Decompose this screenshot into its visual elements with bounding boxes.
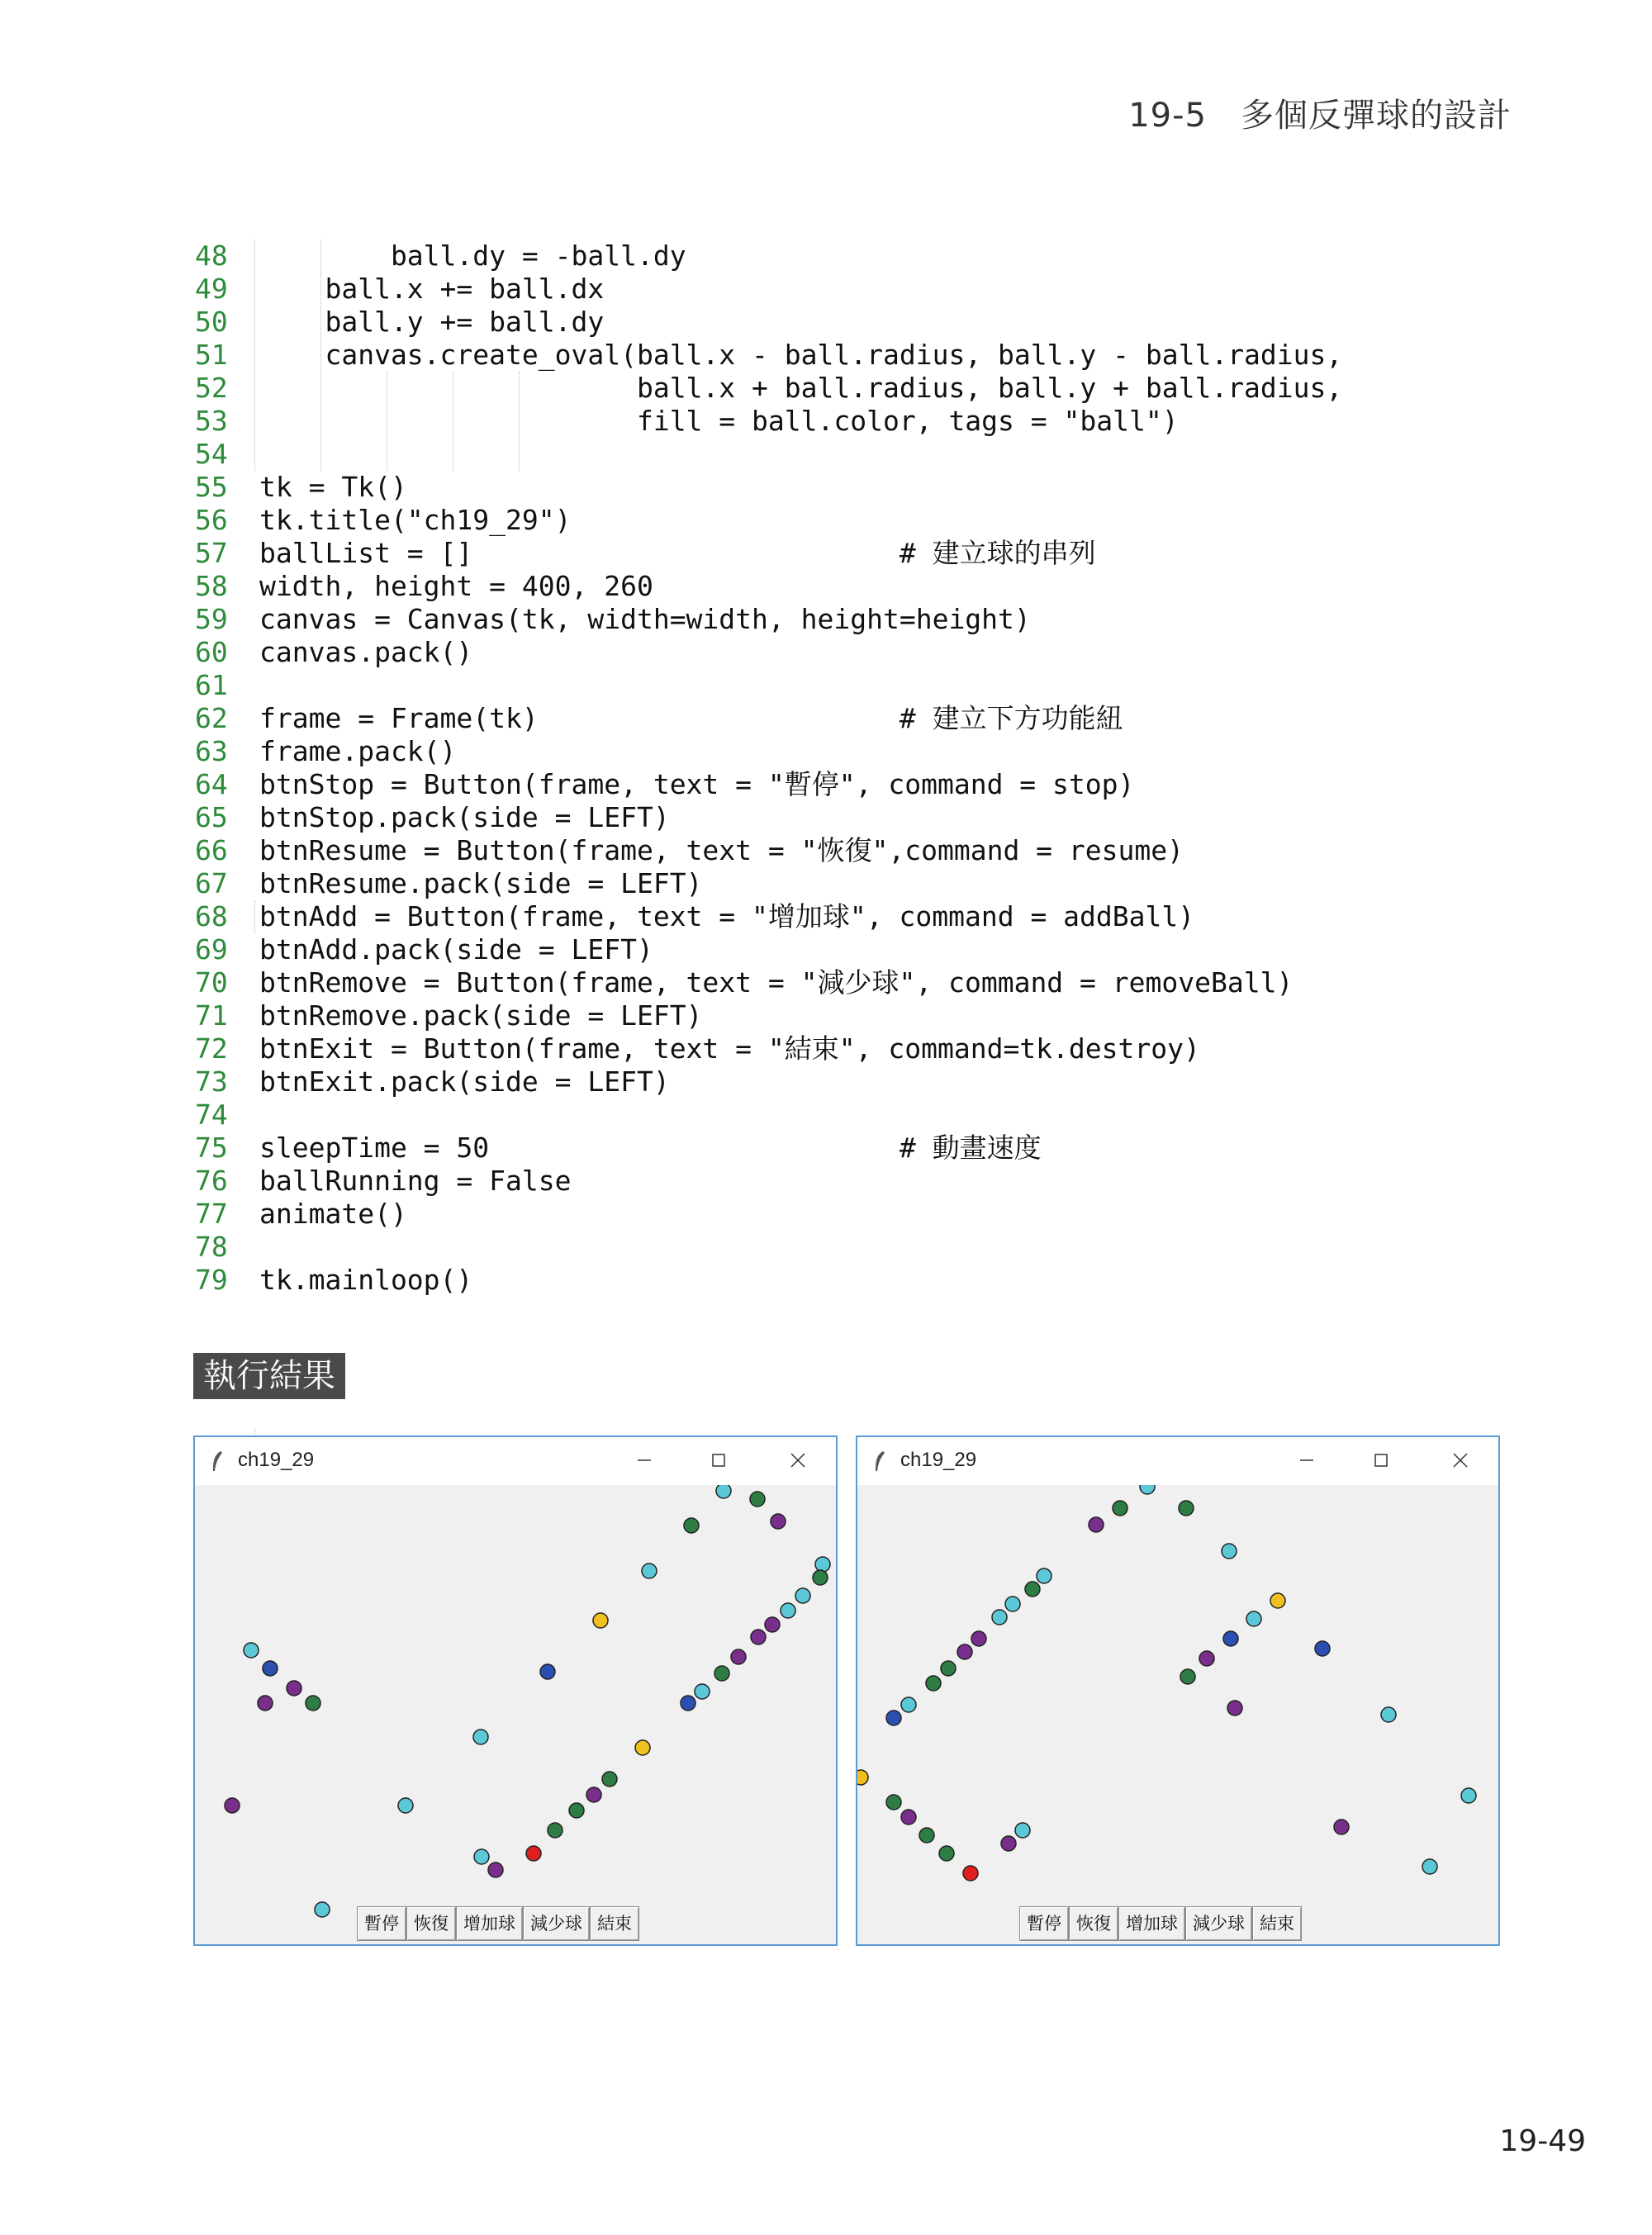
window-titlebar [857, 1437, 1498, 1485]
line-number: 58 [195, 570, 228, 602]
line-number: 74 [195, 1099, 228, 1131]
ball [1113, 1501, 1127, 1516]
ball [695, 1684, 710, 1699]
line-number: 62 [195, 702, 228, 734]
code-text: btnAdd = Button(frame, text = "增加球", command = addBall) [259, 900, 1195, 932]
line-number: 77 [195, 1198, 228, 1230]
button-frame [1019, 1906, 1302, 1941]
ball [714, 1666, 729, 1681]
code-text: ballRunning = False [259, 1165, 572, 1197]
close-icon[interactable] [1442, 1444, 1479, 1477]
ball [1180, 1669, 1195, 1684]
ball [1461, 1788, 1476, 1803]
line-number: 52 [195, 372, 228, 404]
code-text: tk.title("ch19_29") [259, 504, 572, 536]
ball [886, 1711, 901, 1725]
resume-button[interactable]: 恢復 [1069, 1906, 1118, 1941]
ball [488, 1862, 503, 1877]
ball [1037, 1568, 1051, 1583]
ball [750, 1492, 765, 1507]
ball [939, 1846, 954, 1861]
code-line [195, 1264, 1434, 1297]
line-number: 75 [195, 1132, 228, 1164]
minimize-icon[interactable] [1289, 1444, 1325, 1477]
code-line [195, 933, 1434, 966]
code-line [195, 867, 1434, 900]
ball [526, 1846, 541, 1861]
code-line [195, 702, 1434, 735]
ball [263, 1661, 278, 1676]
ball [901, 1810, 916, 1825]
line-number: 56 [195, 504, 228, 536]
ball [642, 1564, 657, 1578]
ball [716, 1485, 731, 1498]
ball [1381, 1707, 1396, 1722]
ball [815, 1557, 830, 1572]
code-line [195, 636, 1434, 669]
code-text: width, height = 400, 260 [259, 570, 653, 602]
maximize-icon[interactable] [700, 1444, 737, 1477]
code-line [195, 669, 1434, 702]
code-line [195, 999, 1434, 1032]
exit-button[interactable]: 結束 [590, 1906, 639, 1941]
code-line [195, 537, 1434, 570]
feather-icon [874, 1450, 885, 1472]
ball [731, 1649, 746, 1664]
code-line [195, 306, 1434, 339]
code-line [195, 504, 1434, 537]
ball [1227, 1701, 1242, 1715]
ball [957, 1644, 972, 1659]
line-number: 71 [195, 999, 228, 1032]
code-line [195, 471, 1434, 504]
code-line [195, 570, 1434, 603]
ball [586, 1787, 601, 1802]
code-text: ball.dy = -ball.dy [259, 240, 686, 272]
ball [781, 1603, 795, 1618]
ball [1001, 1836, 1016, 1851]
window-title: ch19_29 [900, 1449, 977, 1471]
ball [1179, 1501, 1194, 1516]
page-number: 19-49 [1499, 2124, 1586, 2158]
stop-button[interactable]: 暫停 [357, 1906, 406, 1941]
ball [857, 1770, 868, 1785]
ball [593, 1613, 608, 1628]
line-number: 73 [195, 1065, 228, 1098]
code-text: btnExit = Button(frame, text = "結束", command=tk.destroy) [259, 1032, 1200, 1065]
ball [926, 1676, 941, 1691]
ball [971, 1631, 986, 1646]
code-line [195, 1231, 1434, 1264]
ball [1140, 1485, 1155, 1494]
line-number: 61 [195, 669, 228, 701]
line-number: 48 [195, 240, 228, 272]
maximize-icon[interactable] [1363, 1444, 1399, 1477]
ball [1246, 1611, 1261, 1626]
code-line [195, 768, 1434, 801]
code-line [195, 966, 1434, 999]
window-title: ch19_29 [238, 1449, 315, 1471]
code-text: animate() [259, 1198, 407, 1230]
ball [244, 1643, 259, 1658]
code-text: ballList = [] # 建立球的串列 [259, 537, 1096, 569]
tk-window-1 [193, 1435, 838, 1946]
code-line [195, 1198, 1434, 1231]
line-number: 55 [195, 471, 228, 503]
line-number: 57 [195, 537, 228, 569]
code-text: ball.y += ball.dy [259, 306, 605, 338]
ball [886, 1795, 901, 1810]
ball [1005, 1597, 1020, 1611]
code-text: btnResume = Button(frame, text = "恢復",command = resume) [259, 834, 1184, 866]
code-line [195, 372, 1434, 405]
line-number: 63 [195, 735, 228, 767]
code-text: frame.pack() [259, 735, 457, 767]
add-ball-button[interactable]: 增加球 [456, 1906, 523, 1941]
line-number: 51 [195, 339, 228, 371]
ball [813, 1570, 828, 1585]
code-line [195, 834, 1434, 867]
remove-ball-button[interactable]: 減少球 [1185, 1906, 1252, 1941]
code-line [195, 405, 1434, 438]
resume-button[interactable]: 恢復 [406, 1906, 456, 1941]
line-number: 49 [195, 273, 228, 305]
code-text: tk.mainloop() [259, 1264, 473, 1296]
window-titlebar [195, 1437, 836, 1485]
code-line [195, 735, 1434, 768]
line-number: 68 [195, 900, 228, 932]
ball [569, 1803, 584, 1818]
indent-guide [254, 900, 255, 933]
ball [548, 1823, 563, 1838]
code-text: btnRemove.pack(side = LEFT) [259, 999, 703, 1032]
code-text: ball.x += ball.dx [259, 273, 605, 305]
canvas [195, 1485, 836, 1944]
ball [315, 1902, 330, 1917]
code-text: btnStop.pack(side = LEFT) [259, 801, 670, 833]
code-line [195, 900, 1434, 933]
ball [901, 1697, 916, 1712]
remove-ball-button[interactable]: 減少球 [523, 1906, 590, 1941]
exit-button[interactable]: 結束 [1252, 1906, 1302, 1941]
code-line [195, 801, 1434, 834]
code-text: tk = Tk() [259, 471, 407, 503]
close-icon[interactable] [780, 1444, 816, 1477]
line-number: 66 [195, 834, 228, 866]
ball [306, 1696, 320, 1711]
ball [540, 1664, 555, 1679]
ball [602, 1772, 617, 1787]
ball [1422, 1859, 1437, 1874]
ball [258, 1696, 273, 1711]
button-frame [357, 1906, 639, 1941]
code-line [195, 438, 1434, 471]
ball [684, 1518, 699, 1533]
line-number: 65 [195, 801, 228, 833]
ball [1015, 1823, 1030, 1838]
code-line [195, 1032, 1434, 1065]
code-listing [195, 240, 1434, 1297]
line-number: 70 [195, 966, 228, 999]
code-line [195, 1165, 1434, 1198]
line-number: 64 [195, 768, 228, 800]
minimize-icon[interactable] [626, 1444, 662, 1477]
code-text: sleepTime = 50 # 動畫速度 [259, 1132, 1042, 1164]
code-text: canvas = Canvas(tk, width=width, height=height) [259, 603, 1031, 635]
ball [398, 1798, 413, 1813]
line-number: 79 [195, 1264, 228, 1296]
indent-guide [320, 240, 321, 471]
line-number: 50 [195, 306, 228, 338]
ball [1270, 1593, 1285, 1608]
ball [992, 1610, 1007, 1625]
tk-window-2 [856, 1435, 1500, 1946]
line-number: 54 [195, 438, 228, 470]
stop-button[interactable]: 暫停 [1019, 1906, 1069, 1941]
ball [635, 1740, 650, 1755]
code-line [195, 1065, 1434, 1099]
code-text: canvas.create_oval(ball.x - ball.radius, ball.y - ball.radius, [259, 339, 1343, 371]
code-line [195, 1099, 1434, 1132]
line-number: 53 [195, 405, 228, 437]
code-text: btnAdd.pack(side = LEFT) [259, 933, 653, 966]
ball [1223, 1631, 1238, 1646]
page-header-title: 19-5 多個反彈球的設計 [1128, 97, 1512, 135]
ball [765, 1617, 780, 1632]
ball [474, 1849, 489, 1864]
ball [225, 1798, 240, 1813]
indent-guide [254, 240, 255, 471]
ball [1315, 1641, 1330, 1656]
code-line [195, 603, 1434, 636]
line-number: 59 [195, 603, 228, 635]
add-ball-button[interactable]: 增加球 [1118, 1906, 1185, 1941]
code-line [195, 1132, 1434, 1165]
ball [941, 1661, 956, 1676]
ball [1089, 1517, 1104, 1532]
code-line [195, 339, 1434, 372]
ball [771, 1514, 786, 1529]
line-number: 69 [195, 933, 228, 966]
ball [751, 1630, 766, 1644]
ball [795, 1588, 810, 1603]
code-text: btnStop = Button(frame, text = "暫停", command = stop) [259, 768, 1135, 800]
code-text: fill = ball.color, tags = "ball") [259, 405, 1179, 437]
ball [473, 1730, 488, 1744]
code-text: btnRemove = Button(frame, text = "減少球", command = removeBall) [259, 966, 1294, 999]
ball [681, 1696, 695, 1711]
feather-icon [211, 1450, 223, 1472]
code-text: canvas.pack() [259, 636, 473, 668]
code-line [195, 273, 1434, 306]
ball [1222, 1544, 1237, 1559]
ball [963, 1866, 978, 1881]
ball [1025, 1582, 1040, 1597]
line-number: 60 [195, 636, 228, 668]
line-number: 78 [195, 1231, 228, 1263]
ball [287, 1681, 301, 1696]
code-text: btnResume.pack(side = LEFT) [259, 867, 703, 899]
canvas [857, 1485, 1498, 1944]
code-text: btnExit.pack(side = LEFT) [259, 1065, 670, 1098]
line-number: 72 [195, 1032, 228, 1065]
line-number: 67 [195, 867, 228, 899]
code-line [195, 240, 1434, 273]
ball [1334, 1820, 1349, 1834]
line-number: 76 [195, 1165, 228, 1197]
code-text: ball.x + ball.radius, ball.y + ball.radius, [259, 372, 1343, 404]
code-text: frame = Frame(tk) # 建立下方功能紐 [259, 702, 1123, 734]
ball [1199, 1651, 1214, 1666]
ball [919, 1828, 934, 1843]
indent-guide [519, 372, 520, 471]
section-label: 執行結果 [193, 1353, 345, 1399]
